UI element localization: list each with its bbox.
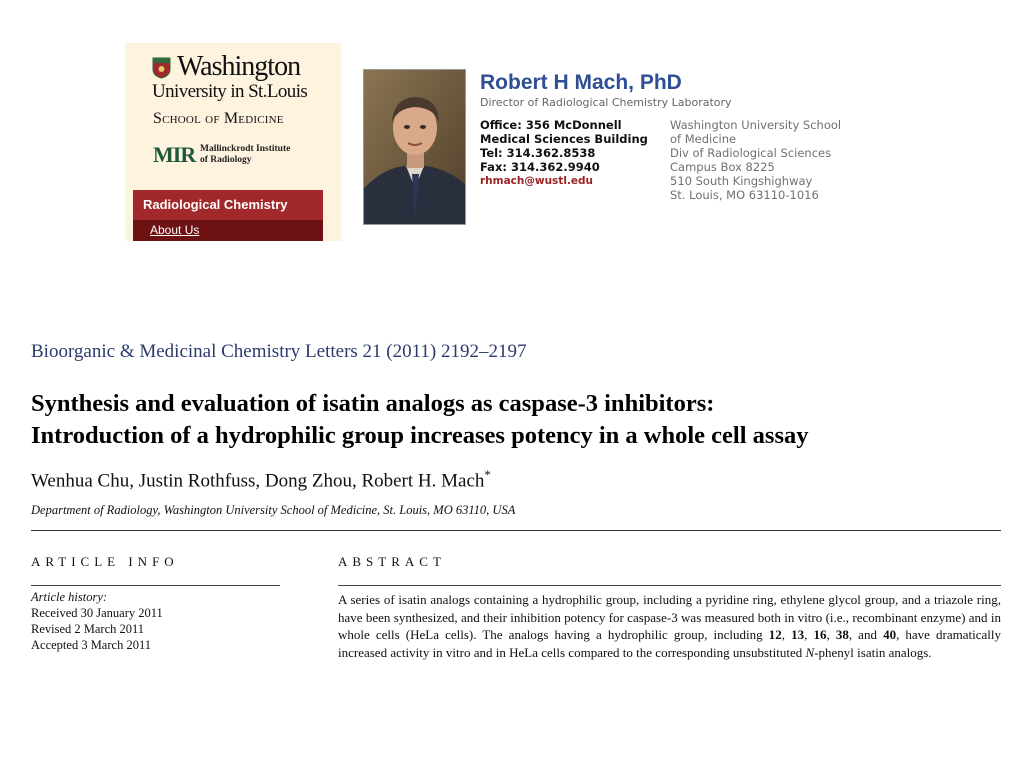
address-line: Div of Radiological Sciences bbox=[670, 146, 832, 160]
article-title-line-2: Introduction of a hydrophilic group increases potency in a whole cell assay bbox=[31, 422, 809, 449]
compound-number: 40 bbox=[883, 627, 897, 642]
mir-name bbox=[200, 144, 330, 166]
address-line: of Medicine bbox=[670, 132, 737, 146]
article-history-label: Article history: bbox=[31, 590, 108, 604]
contact-title: Director of Radiological Chemistry Laboratory bbox=[480, 96, 732, 109]
corresponding-author-mark: * bbox=[484, 467, 491, 482]
separator: , bbox=[826, 627, 836, 642]
article-info-divider bbox=[31, 585, 280, 586]
mir-line-2: of Radiology bbox=[200, 155, 252, 165]
phone-line: Tel: 314.362.8538 bbox=[480, 146, 596, 160]
history-accepted: Accepted 3 March 2011 bbox=[31, 638, 151, 652]
contact-office-block bbox=[480, 118, 648, 174]
address-line: St. Louis, MO 63110-1016 bbox=[670, 188, 819, 202]
article-authors bbox=[31, 467, 491, 492]
journal-citation: Bioorganic & Medicinal Chemistry Letters 21 (2011) 2192–2197 bbox=[31, 341, 527, 362]
compound-number: 12 bbox=[768, 627, 782, 642]
compound-number: 13 bbox=[791, 627, 805, 642]
article-info-heading: ARTICLE INFO bbox=[31, 554, 179, 569]
header-divider bbox=[31, 530, 1001, 531]
address-line: 510 South Kingshighway bbox=[670, 174, 813, 188]
portrait-illustration bbox=[364, 70, 466, 225]
portrait-photo bbox=[363, 69, 466, 225]
university-name: Washington bbox=[177, 51, 301, 82]
history-revised: Revised 2 March 2011 bbox=[31, 622, 145, 636]
article-title-line-1: Synthesis and evaluation of isatin analogs as caspase-3 inhibitors: bbox=[31, 390, 715, 417]
office-line: Office: 356 McDonnell bbox=[480, 118, 622, 132]
abstract-heading: ABSTRACT bbox=[338, 554, 446, 569]
abstract-text bbox=[338, 591, 1001, 661]
contact-name: Robert H Mach, PhD bbox=[480, 71, 682, 94]
abstract-part-1: A series of isatin analogs containing a hydrophilic group, including a pyridine ring, ethylene glycol group, and a triazole ring, have been synthesized, and their inhibition potency for caspase-3 was measured both in vitro (i.e., recombinant enzyme) and in whole cells (HeLa cells). The analogs having a hydrophilic group, including bbox=[338, 592, 1001, 642]
address-line: Campus Box 8225 bbox=[670, 160, 775, 174]
office-building-line: Medical Sciences Building bbox=[480, 132, 648, 146]
mir-logo: MIR bbox=[153, 142, 196, 167]
author-list: Wenhua Chu, Justin Rothfuss, Dong Zhou, Robert H. Mach bbox=[31, 470, 485, 492]
about-nav-bar bbox=[133, 220, 323, 241]
compound-number: 16 bbox=[813, 627, 827, 642]
article-title bbox=[31, 388, 1001, 452]
separator: , bbox=[804, 627, 814, 642]
abstract-part-3: -phenyl isatin analogs. bbox=[814, 644, 932, 660]
separator: , and bbox=[848, 627, 884, 642]
author-affiliation: Department of Radiology, Washington University School of Medicine, St. Louis, MO 63110, USA bbox=[31, 503, 516, 517]
washu-shield-icon bbox=[152, 57, 171, 79]
n-phenyl-italic: N bbox=[805, 644, 815, 660]
washu-banner bbox=[125, 43, 341, 241]
fax-line: Fax: 314.362.9940 bbox=[480, 160, 600, 174]
about-us-link[interactable]: About Us bbox=[150, 223, 200, 237]
school-name: School of Medicine bbox=[153, 110, 284, 127]
contact-address-block bbox=[670, 118, 841, 202]
address-line: Washington University School bbox=[670, 118, 842, 132]
abstract-divider bbox=[338, 585, 1001, 586]
history-received: Received 30 January 2011 bbox=[31, 606, 163, 620]
mir-line-1: Mallinckrodt Institute bbox=[200, 144, 291, 154]
separator: , bbox=[781, 627, 792, 642]
abstract-part-2: , have dramatically increased activity in vitro and in HeLa cells compared to the corresponding unsubstituted bbox=[338, 627, 1002, 660]
contact-email-link[interactable]: rhmach@wustl.edu bbox=[480, 175, 594, 187]
compound-number: 38 bbox=[835, 627, 849, 642]
section-title-bar: Radiological Chemistry bbox=[133, 190, 323, 220]
university-location: University in St.Louis bbox=[152, 81, 308, 102]
